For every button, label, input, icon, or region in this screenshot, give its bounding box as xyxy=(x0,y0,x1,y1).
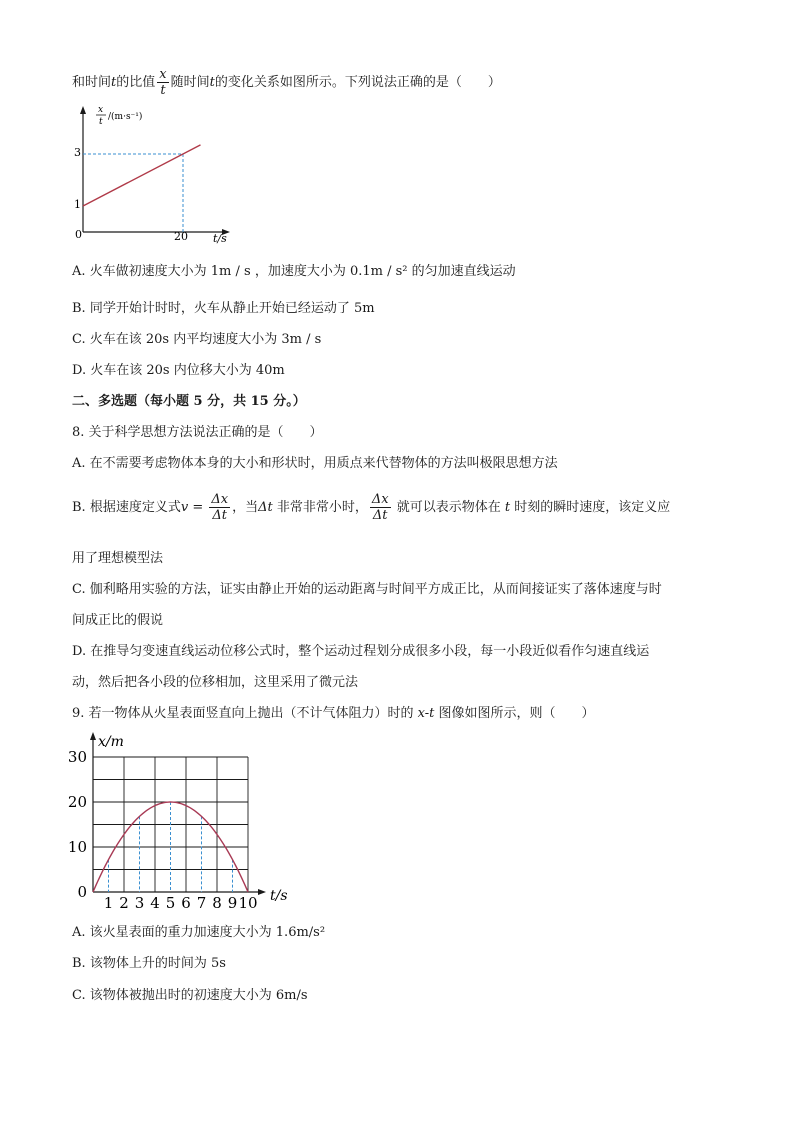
q7-stem-part: 的变化关系如图所示。下列说法正确的是（ ） xyxy=(214,75,501,90)
q8-b-text: 就可以表示物体在 xyxy=(392,500,501,515)
q9-stem-part: 图像如图所示，则（ ） xyxy=(438,706,595,721)
chart1-origin: 0 xyxy=(75,228,82,241)
q8-b-text: ，当 xyxy=(232,500,259,515)
chart1-tick-x-20: 20 xyxy=(174,230,188,243)
chart2-ytick-label: 10 xyxy=(67,838,87,856)
q8-option-c-line2: 间成正比的假说 xyxy=(72,613,164,628)
q9-option-a: A. 该火星表面的重力加速度大小为 1.6m/s² xyxy=(72,925,326,940)
chart2-ytick-label: 30 xyxy=(67,748,87,766)
chart2-xlabel: t/s xyxy=(270,888,288,904)
q8-b-var-t: t xyxy=(500,500,515,515)
q8-b-frac-num: Δx xyxy=(371,492,389,507)
section-heading-multi-choice: 二、多选题（每小题 5 分，共 15 分。） xyxy=(72,394,306,409)
chart1-tick-y-1: 1 xyxy=(74,198,81,211)
q8-option-a: A. 在不需要考虑物体本身的大小和形状时，用质点来代替物体的方法叫极限思想方法 xyxy=(72,456,558,471)
chart1-ylabel-num: x xyxy=(98,105,104,115)
chart2-y-axis-arrow xyxy=(90,732,96,740)
chart-xt-ratio xyxy=(60,100,260,250)
q8-b-equals: = xyxy=(188,500,208,515)
q8-b-fraction-2 xyxy=(370,493,391,522)
q7-stem-part: 随时间 xyxy=(170,75,210,90)
q8-b-frac-den: Δt xyxy=(372,508,388,523)
q9-xt: x-t xyxy=(413,706,439,721)
q9-stem xyxy=(72,702,595,721)
chart2-xtick-label: 10 xyxy=(238,894,258,910)
q8-b-var-v: v xyxy=(180,500,189,515)
q7-option-d: D. 火车在该 20s 内位移大小为 40m xyxy=(72,363,285,378)
q9-option-c: C. 该物体被抛出时的初速度大小为 6m/s xyxy=(72,988,308,1003)
y-axis-arrow xyxy=(80,106,86,114)
q7-var-t: t xyxy=(209,75,215,90)
chart1-ylabel-den: t xyxy=(99,117,103,127)
q8-option-b-line2: 用了理想模型法 xyxy=(72,551,164,566)
chart2-xtick-label: 5 xyxy=(165,894,176,910)
chart1-ylabel-unit: /(m·s⁻¹) xyxy=(108,112,143,122)
q8-stem: 8. 关于科学思想方法说法正确的是（ ） xyxy=(72,425,323,440)
q7-var-t: t xyxy=(111,75,117,90)
chart1-xlabel: t/s xyxy=(213,232,227,245)
q8-b-text: B. 根据速度定义式 xyxy=(72,500,181,515)
chart2-xtick-label: 9 xyxy=(227,894,238,910)
q8-option-d-line1: D. 在推导匀变速直线运动位移公式时，整个运动过程划分成很多小段，每一小段近似看作匀速直线运 xyxy=(72,644,650,659)
q8-b-text: 时刻的瞬时速度，该定义应 xyxy=(514,500,671,515)
q8-b-text: 非常非常小时， xyxy=(272,500,368,515)
q8-option-c-line1: C. 伽利略用实验的方法，证实由静止开始的运动距离与时间平方成正比，从而间接证实了落体速度与时 xyxy=(72,582,662,597)
q8-b-fraction-1 xyxy=(209,493,230,522)
chart2-ytick-label: 20 xyxy=(67,793,87,811)
q8-b-frac-num: Δx xyxy=(211,492,229,507)
chart2-ytick-label: 0 xyxy=(77,883,87,901)
chart2-xtick-label: 8 xyxy=(212,894,222,910)
q7-fraction xyxy=(157,68,168,97)
q8-option-d-line2: 动，然后把各小段的位移相加，这里采用了微元法 xyxy=(72,675,359,690)
chart2-xticks xyxy=(104,894,258,910)
q7-option-b: B. 同学开始计时时，火车从静止开始已经运动了 5m xyxy=(72,301,375,316)
q8-option-b xyxy=(72,488,670,528)
chart2-xtick-label: 7 xyxy=(196,894,207,910)
chart1-tick-y-3: 3 xyxy=(74,146,81,159)
q9-stem-part: 9. 若一物体从火星表面竖直向上抛出（不计气体阻力）时的 xyxy=(72,706,414,721)
q7-option-c: C. 火车在该 20s 内平均速度大小为 3m / s xyxy=(72,332,322,347)
q8-b-frac-den: Δt xyxy=(212,508,228,523)
chart2-xtick-label: 3 xyxy=(134,894,145,910)
chart2-ylabel: x/m xyxy=(98,734,124,750)
q8-b-var-dt: Δt xyxy=(258,500,273,515)
chart2-xtick-label: 4 xyxy=(150,894,160,910)
q7-option-a: A. 火车做初速度大小为 1m / s ，加速度大小为 0.1m / s² 的匀加速直线运动 xyxy=(72,264,516,279)
q7-stem-part: 和时间 xyxy=(72,75,112,90)
q7-stem-part: 的比值 xyxy=(116,75,156,90)
q7-frac-num: x xyxy=(159,67,167,82)
chart2-x-axis-arrow xyxy=(258,889,266,895)
chart2-xtick-label: 1 xyxy=(103,894,114,910)
q9-option-b: B. 该物体上升的时间为 5s xyxy=(72,956,226,971)
q7-stem xyxy=(72,68,501,98)
q7-frac-den: t xyxy=(160,83,166,98)
chart2-xtick-label: 2 xyxy=(119,894,129,910)
chart-x-vs-t xyxy=(60,728,300,910)
chart2-yticks xyxy=(68,748,87,901)
chart2-xtick-label: 6 xyxy=(181,894,191,910)
